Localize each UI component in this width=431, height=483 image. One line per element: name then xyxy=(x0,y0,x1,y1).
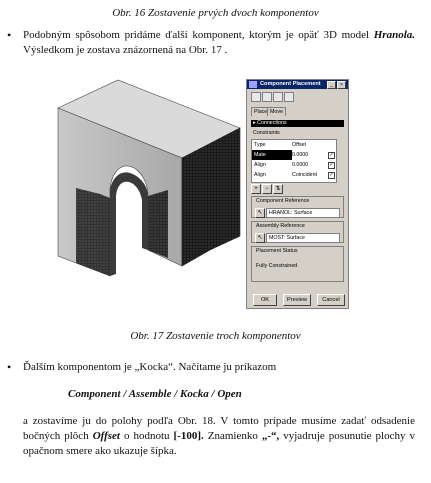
constraint-checkbox-1[interactable]: ✓ xyxy=(329,152,334,158)
constraint-type-2[interactable]: Align xyxy=(254,162,266,168)
offset-term: Offset xyxy=(92,430,120,442)
paragraph-3-text-2: o hodnotu xyxy=(119,430,174,442)
assembly-reference-group xyxy=(251,221,344,243)
add-constraint-button[interactable]: + xyxy=(251,184,261,194)
tab-move[interactable]: Move xyxy=(267,107,286,116)
tab-place[interactable]: Place xyxy=(251,107,270,116)
model-name: Hranola. xyxy=(373,29,415,41)
constraint-checkbox-3[interactable]: ✓ xyxy=(329,172,334,178)
close-button[interactable]: × xyxy=(337,81,346,89)
assembly-3d-model-image xyxy=(40,78,245,278)
bullet: • xyxy=(7,360,12,374)
dialog-title: Component Placement xyxy=(260,81,321,87)
offset-value: [-100]. xyxy=(173,430,204,442)
toolbar-icon-2[interactable] xyxy=(262,92,272,102)
assembly-reference-label: Assembly Reference xyxy=(256,223,305,229)
column-header-type: Type xyxy=(254,142,266,148)
minimize-button[interactable]: _ xyxy=(327,81,336,89)
constraints-table xyxy=(251,139,337,183)
minus-sign: „-“, xyxy=(261,430,280,442)
constraint-type-1[interactable]: Mate xyxy=(252,150,292,160)
component-reference-label: Component Reference xyxy=(256,198,310,204)
paragraph-1-text-end: Výsledkom je zostava znázornená na Obr. 17 . xyxy=(23,44,228,56)
constraint-offset-1[interactable]: 0.0000 xyxy=(292,152,309,158)
dialog-titlebar xyxy=(247,80,348,89)
placement-status-value: Fully Constrained xyxy=(256,263,298,269)
constraint-type-3[interactable]: Align xyxy=(254,172,266,178)
constraint-offset-2[interactable]: 0.0000 xyxy=(292,162,309,168)
paragraph-2: Ďalším komponentom je „Kocka“. Načítame ju príkazom xyxy=(23,361,277,373)
flip-constraint-button[interactable]: ⇅ xyxy=(273,184,283,194)
component-reference-field[interactable]: HRANOL: Surface xyxy=(266,208,340,218)
component-placement-dialog xyxy=(246,79,349,309)
pick-arrow-icon[interactable]: ↖ xyxy=(255,208,265,218)
connections-header[interactable]: ▸ Connections xyxy=(251,120,344,127)
remove-constraint-button[interactable]: − xyxy=(262,184,272,194)
figure-17-caption: Obr. 17 Zostavenie troch komponentov xyxy=(130,330,301,342)
paragraph-3-text: a zostavíme ju do polohy podľa Obr. 18. V tomto prípade musíme zadať odsadenie bočných plôch xyxy=(23,415,415,442)
placement-status-label: Placement Status xyxy=(256,248,298,254)
ok-button[interactable]: OK xyxy=(253,294,277,306)
menu-command: Component / Assemble / Kocka / Open xyxy=(68,388,242,400)
toolbar-icon-3[interactable] xyxy=(273,92,283,102)
bullet: • xyxy=(7,28,12,42)
cancel-button[interactable]: Cancel xyxy=(317,294,345,306)
paragraph-1 xyxy=(23,28,415,58)
placement-status-group xyxy=(251,246,344,282)
constraint-offset-3[interactable]: Coincident xyxy=(292,172,318,178)
pick-arrow-icon[interactable]: ↖ xyxy=(255,233,265,243)
assembly-reference-field[interactable]: MOST: Surface xyxy=(266,233,340,243)
constraint-checkbox-2[interactable]: ✓ xyxy=(329,162,334,168)
figure-16-caption: Obr. 16 Zostavenie prvých dvoch komponentov xyxy=(112,7,319,19)
app-icon xyxy=(249,81,257,88)
preview-button[interactable]: Preview xyxy=(283,294,311,306)
paragraph-3-text-3: Znamienko xyxy=(203,430,262,442)
paragraph-3 xyxy=(23,414,415,459)
toolbar-icon-4[interactable] xyxy=(284,92,294,102)
column-header-offset: Offset xyxy=(292,142,307,148)
constraints-label: Constraints xyxy=(253,130,280,136)
component-reference-group xyxy=(251,196,344,218)
paragraph-3-text-4: vyjadruje posunutie plochy v opačnom smere ako ukazuje šípka. xyxy=(23,430,415,457)
paragraph-1-text: Podobným spôsobom pridáme ďalší komponent, ktorým je opäť 3D model xyxy=(23,29,374,41)
toolbar-icon-1[interactable] xyxy=(251,92,261,102)
